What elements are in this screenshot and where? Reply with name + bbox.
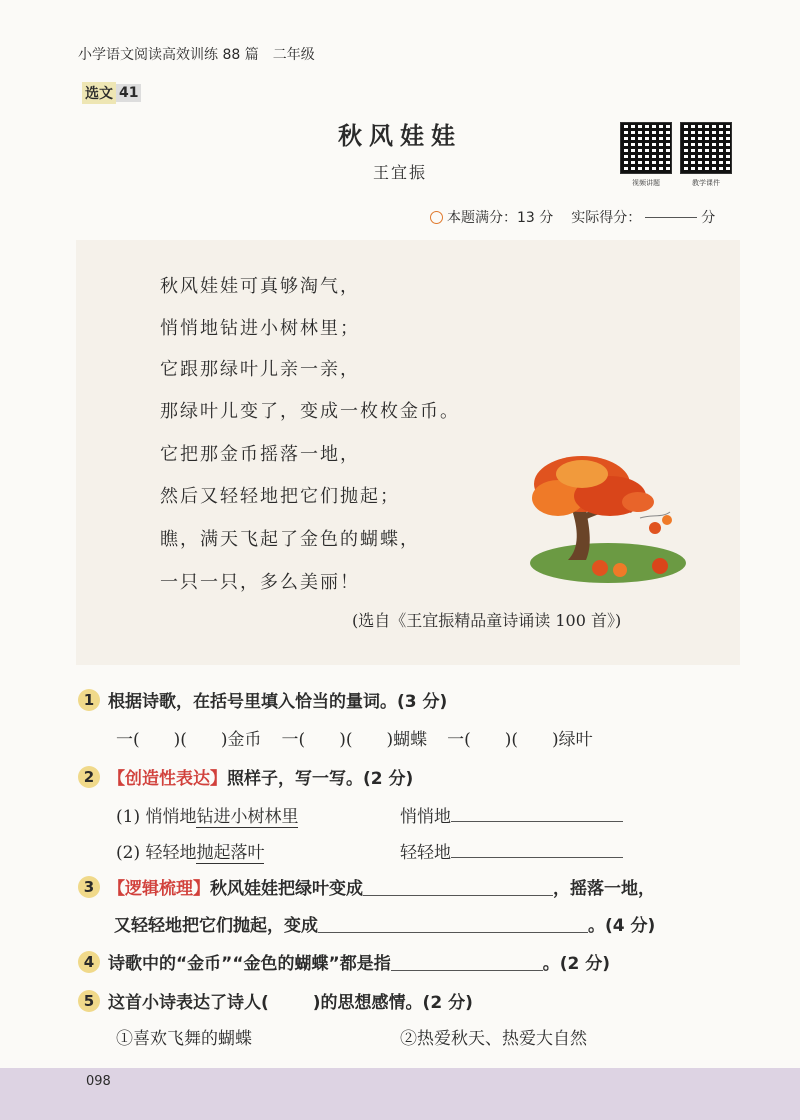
actual-score-blank[interactable] [645,217,697,218]
question-3 [78,874,655,899]
answer-prompt: 悄悄地 [400,807,451,827]
poem-line: 它跟那绿叶儿亲一亲， [160,359,360,380]
page-footer [0,1068,800,1120]
question-3-cont [114,911,655,936]
full-score: 本题满分：13 分 [447,210,554,226]
question-text: 照样子，写一写。(2 分) [227,769,414,789]
score-unit: 分 [701,210,716,226]
q2-answer-1 [400,802,623,827]
qr-course[interactable] [680,122,732,188]
example-prefix: (2) 轻轻地 [116,843,197,863]
option-1[interactable]: ①喜欢飞舞的蝴蝶 [116,1029,252,1049]
question-number: 3 [78,876,100,898]
book-header: 小学语文阅读高效训练 88 篇 二年级 [78,47,315,63]
blank-text: )金币 [220,730,262,750]
blank-text: )蝴蝶 [386,730,428,750]
answer-blank[interactable] [451,839,623,858]
blank-text: )( [173,730,187,750]
question-5 [78,988,473,1013]
autumn-tree-illustration [520,448,690,588]
blank-text: )( [339,730,353,750]
answer-blank[interactable] [391,952,543,971]
passage-tag-label: 选文 [82,82,116,104]
answer-blank[interactable] [451,803,623,822]
answer-prompt: 轻轻地 [400,843,451,863]
question-text: )的思想感情。(2 分) [312,993,473,1013]
measure-word-blanks [116,725,593,750]
score-line [430,207,715,227]
question-text: 。(4 分) [588,916,656,936]
blank-text: 一( [281,730,306,750]
question-text: 根据诗歌，在括号里填入恰当的量词。(3 分) [108,692,448,712]
question-tag: 【创造性表达】 [108,769,227,789]
qr-video-label: 视频讲题 [632,179,660,187]
poem-line: 一只一只，多么美丽！ [160,572,360,593]
poem-title: 秋风娃娃 [338,122,462,150]
poem-line: 瞧，满天飞起了金色的蝴蝶， [160,529,420,550]
question-text: ，摇落一地， [553,879,655,899]
question-1 [78,687,447,712]
question-tag: 【逻辑梳理】 [108,879,210,899]
question-text: 这首小诗表达了诗人( [108,993,269,1013]
answer-blank[interactable] [363,877,553,896]
question-number: 1 [78,689,100,711]
q2-answer-2 [400,838,623,863]
poem-source: (选自《王宜振精品童诗诵读 100 首》) [352,611,622,630]
qr-course-label: 教学课件 [692,179,720,187]
question-2 [78,764,413,789]
qr-code-icon [620,122,672,174]
poem-line: 秋风娃娃可真够淘气， [160,276,360,297]
example-underlined: 抛起落叶 [196,843,265,863]
answer-blank[interactable] [318,914,588,933]
blank-text: 一( [447,730,471,750]
passage-tag [82,82,141,104]
blank-text: 一( [116,730,140,750]
passage-tag-number: 41 [116,84,141,102]
example-prefix: (1) 悄悄地 [116,807,197,827]
question-number: 4 [78,951,100,973]
question-text: 诗歌中的“金币”“金色的蝴蝶”都是指 [108,954,391,974]
poem-line: 然后又轻轻地把它们抛起； [160,486,400,507]
question-text: 秋风娃娃把绿叶变成 [210,879,363,899]
poem-line: 悄悄地钻进小树林里； [160,318,360,339]
poem-author: 王宜振 [372,163,427,182]
question-text: 。(2 分) [542,954,610,974]
actual-score-label: 实际得分： [571,210,642,226]
q2-example-1 [116,802,298,827]
blank-text: )( [504,730,518,750]
question-number: 2 [78,766,100,788]
page-number: 098 [86,1074,111,1089]
qr-code-icon [680,122,732,174]
example-underlined: 钻进小树林里 [196,807,299,827]
question-4 [78,949,610,974]
option-2[interactable]: ②热爱秋天、热爱大自然 [400,1029,587,1049]
poem-line: 那绿叶儿变了，变成一枚枚金币。 [160,401,460,422]
question-text: 又轻轻地把它们抛起，变成 [114,916,318,936]
qr-video[interactable] [620,122,672,188]
question-number: 5 [78,990,100,1012]
poem-line: 它把那金币摇落一地， [160,444,360,465]
q2-example-2 [116,838,264,863]
clock-icon [430,211,443,224]
blank-text: )绿叶 [552,730,593,750]
